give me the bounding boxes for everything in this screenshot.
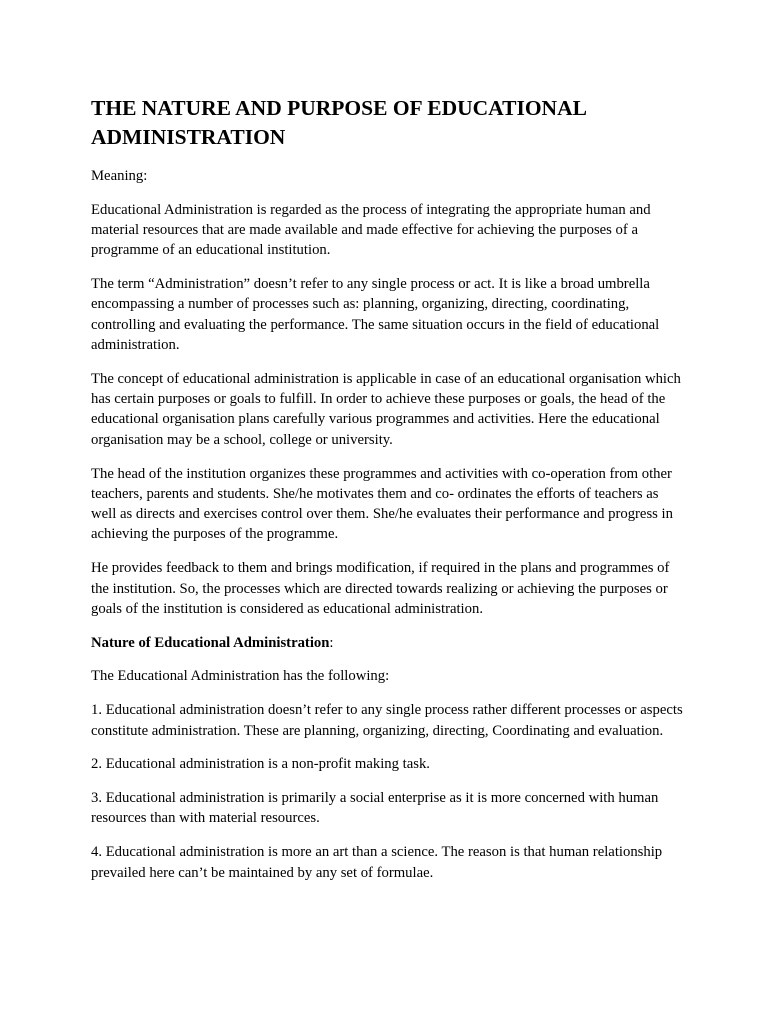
list-item-4: 4. Educational administration is more an art than a science. The reason is that human relationship prevailed here can’t be maintained by any set of formulae. <box>91 844 663 881</box>
nature-heading-line <box>91 633 683 653</box>
meaning-label: Meaning: <box>91 168 148 184</box>
list-item-1: 1. Educational administration doesn’t refer to any single process rather different processes or aspects constitute administration. These are planning, organizing, directing, Coordinating and evaluation. <box>91 702 683 739</box>
document-title: THE NATURE AND PURPOSE OF EDUCATIONAL ADMINISTRATION <box>91 96 586 149</box>
list-item-3: 3. Educational administration is primarily a social enterprise as it is more concerned with human resources than with material resources. <box>91 790 659 827</box>
nature-heading-colon: : <box>329 634 334 651</box>
nature-intro: The Educational Administration has the following: <box>91 668 390 685</box>
paragraph-1: Educational Administration is regarded as the process of integrating the appropriate human and material resources that are made available and made effective for achieving the purposes of a programme of an educational institution. <box>91 201 651 259</box>
paragraph-4: The head of the institution organizes these programmes and activities with co-operation from other teachers, parents and students. She/he motivates them and co- ordinates the efforts of teachers as well as directs and exercises control over them. She/he evaluates their performance and progress in achieving the purposes of the programme. <box>91 465 673 543</box>
paragraph-5: He provides feedback to them and brings modification, if required in the plans and programmes of the institution. So, the processes which are directed towards realizing or achieving the purposes or goals of the institution is considered as educational administration. <box>91 560 670 617</box>
document-page <box>91 94 683 896</box>
nature-heading: Nature of Educational Administration <box>91 634 330 651</box>
list-item-2: 2. Educational administration is a non-profit making task. <box>91 756 430 773</box>
paragraph-3: The concept of educational administration is applicable in case of an educational organisation which has certain purposes or goals to fulfill. In order to achieve these purposes or goals, the head of the educational organisation plans carefully various programmes and activities. Here the educational organisation may be a school, college or university. <box>91 370 681 448</box>
paragraph-2: The term “Administration” doesn’t refer to any single process or act. It is like a broad umbrella encompassing a number of processes such as: planning, organizing, directing, coordinating, controlling and evaluating the performance. The same situation occurs in the field of educational administration. <box>91 276 660 354</box>
